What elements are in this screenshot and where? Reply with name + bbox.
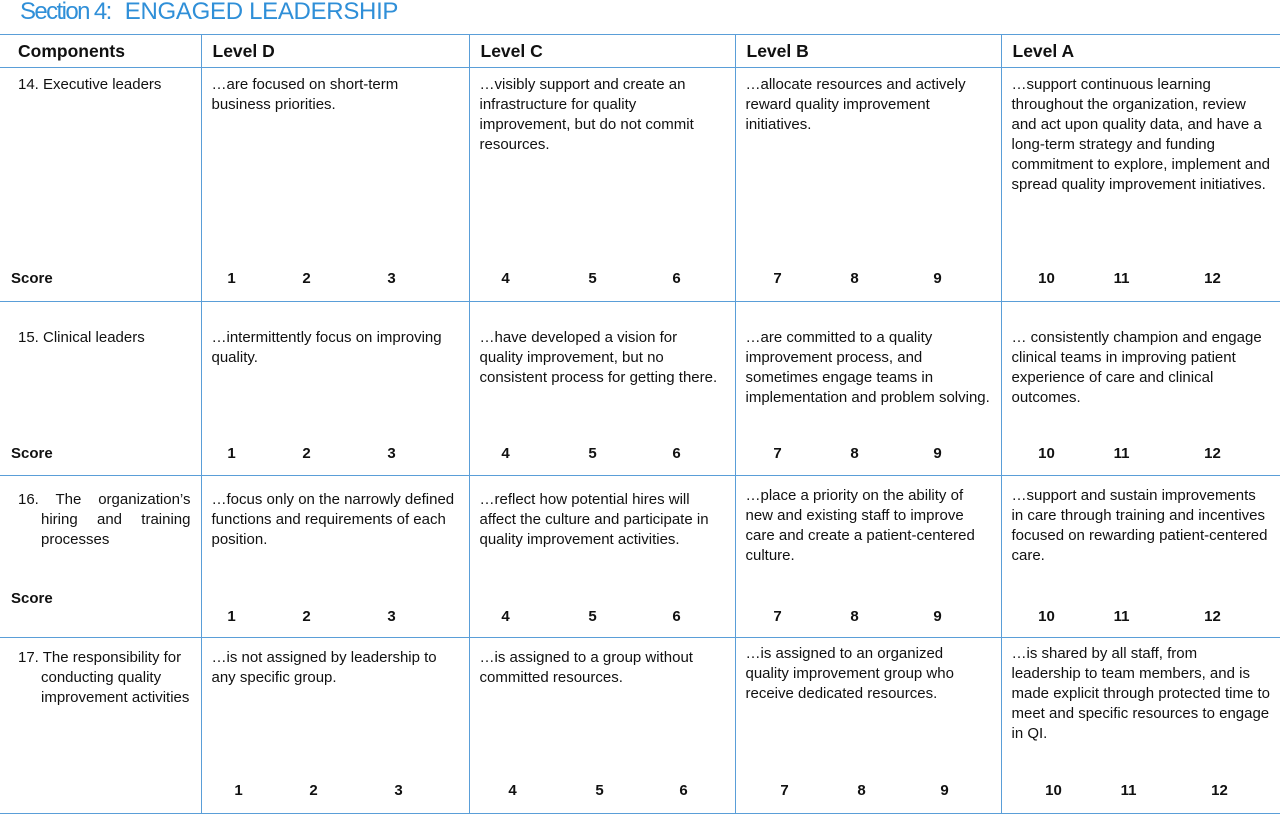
- component-cell: [0, 68, 201, 302]
- score-option[interactable]: 5: [595, 782, 603, 799]
- component-cell: [0, 638, 201, 814]
- level-description: …reflect how potential hires will affect the culture and participate in quality improvement activities.: [470, 476, 735, 550]
- score-option[interactable]: 4: [501, 608, 509, 625]
- score-label: Score: [11, 270, 53, 287]
- assessment-table: [0, 34, 1280, 814]
- level-description: …focus only on the narrowly defined functions and requirements of each position.: [202, 476, 469, 550]
- level-c-cell: [469, 302, 735, 476]
- table-row: [0, 638, 1280, 814]
- level-c-cell: [469, 476, 735, 638]
- score-option[interactable]: 12: [1204, 445, 1221, 462]
- score-option[interactable]: 11: [1114, 445, 1130, 462]
- score-option[interactable]: 1: [227, 270, 235, 287]
- component-label: 14. Executive leaders: [0, 68, 201, 95]
- level-description: …visibly support and create an infrastructure for quality improvement, but do not commit resources.: [470, 68, 735, 155]
- score-option[interactable]: 4: [508, 782, 516, 799]
- score-option[interactable]: 9: [933, 270, 941, 287]
- score-option[interactable]: 12: [1204, 270, 1221, 287]
- level-description: … consistently champion and engage clinical teams in improving patient experience of care and clinical outcomes.: [1002, 302, 1280, 408]
- score-option[interactable]: 5: [588, 270, 596, 287]
- component-label: 15. Clinical leaders: [0, 302, 201, 348]
- level-a-cell: [1001, 638, 1280, 814]
- level-description: …place a priority on the ability of new and existing staff to improve care and create a patient-centered culture.: [736, 476, 1001, 566]
- level-d-cell: [201, 302, 469, 476]
- score-option[interactable]: 5: [588, 608, 596, 625]
- score-option[interactable]: 6: [672, 608, 680, 625]
- header-level-d: Level D: [201, 35, 469, 68]
- score-label: Score: [11, 445, 53, 462]
- level-d-cell: [201, 476, 469, 638]
- score-option[interactable]: 9: [933, 608, 941, 625]
- level-description: …allocate resources and actively reward quality improvement initiatives.: [736, 68, 1001, 135]
- level-a-cell: [1001, 302, 1280, 476]
- score-option[interactable]: 12: [1204, 608, 1221, 625]
- level-description: …is not assigned by leadership to any specific group.: [202, 638, 469, 688]
- score-option[interactable]: 6: [672, 445, 680, 462]
- score-option[interactable]: 8: [850, 445, 858, 462]
- score-option[interactable]: 3: [387, 270, 395, 287]
- level-c-cell: [469, 68, 735, 302]
- level-description: …support and sustain improvements in care through training and incentives focused on rewarding patient-centered care.: [1002, 476, 1280, 566]
- section-name: ENGAGED LEADERSHIP: [125, 0, 398, 25]
- section-title: [20, 0, 398, 26]
- score-option[interactable]: 3: [394, 782, 402, 799]
- level-description: …support continuous learning throughout the organization, review and act upon quality data, and have a long-term strategy and funding commitment to explore, implement and spread quality improvement initiatives.: [1002, 68, 1280, 195]
- level-b-cell: [735, 68, 1001, 302]
- score-option[interactable]: 4: [501, 445, 509, 462]
- component-label: 17. The responsibility for conducting quality improvement activities: [18, 648, 191, 708]
- score-option[interactable]: 9: [940, 782, 948, 799]
- score-option[interactable]: 7: [773, 270, 781, 287]
- level-c-cell: [469, 638, 735, 814]
- score-option[interactable]: 9: [933, 445, 941, 462]
- score-option[interactable]: 6: [672, 270, 680, 287]
- score-option[interactable]: 8: [850, 270, 858, 287]
- score-option[interactable]: 3: [387, 608, 395, 625]
- table-row: [0, 476, 1280, 638]
- score-option[interactable]: 11: [1114, 270, 1130, 287]
- level-d-cell: [201, 68, 469, 302]
- level-description: …is shared by all staff, from leadership to team members, and is made explicit through protected time to meet and specific resources to engage in QI.: [1002, 638, 1280, 744]
- score-option[interactable]: 2: [309, 782, 317, 799]
- score-option[interactable]: 5: [588, 445, 596, 462]
- level-a-cell: [1001, 68, 1280, 302]
- score-option[interactable]: 2: [302, 608, 310, 625]
- score-option[interactable]: 3: [387, 445, 395, 462]
- header-level-a: Level A: [1001, 35, 1280, 68]
- score-option[interactable]: 1: [227, 608, 235, 625]
- component-cell: [0, 302, 201, 476]
- score-option[interactable]: 7: [773, 445, 781, 462]
- level-description: …is assigned to an organized quality improvement group who receive dedicated resources.: [736, 638, 1001, 704]
- score-option[interactable]: 11: [1114, 608, 1130, 625]
- header-row: [0, 35, 1280, 68]
- header-components: Components: [0, 35, 201, 68]
- table-row: [0, 68, 1280, 302]
- score-option[interactable]: 10: [1038, 445, 1055, 462]
- section-colon: :: [106, 0, 112, 25]
- score-option[interactable]: 8: [857, 782, 865, 799]
- level-b-cell: [735, 476, 1001, 638]
- component-label: 16. The organization’s hiring and training processes: [18, 490, 191, 550]
- table-row: [0, 302, 1280, 476]
- level-description: …are committed to a quality improvement process, and sometimes engage teams in implementation and problem solving.: [736, 302, 1001, 408]
- score-option[interactable]: 2: [302, 445, 310, 462]
- score-option[interactable]: 7: [773, 608, 781, 625]
- level-a-cell: [1001, 476, 1280, 638]
- score-option[interactable]: 10: [1038, 608, 1055, 625]
- component-cell: [0, 476, 201, 638]
- score-label: Score: [11, 590, 53, 607]
- level-description: …intermittently focus on improving quality.: [202, 302, 469, 368]
- score-option[interactable]: 6: [679, 782, 687, 799]
- level-description: …have developed a vision for quality improvement, but no consistent process for getting there.: [470, 302, 735, 388]
- score-option[interactable]: 12: [1211, 782, 1228, 799]
- level-b-cell: [735, 302, 1001, 476]
- score-option[interactable]: 8: [850, 608, 858, 625]
- section-number: Section 4: [20, 0, 106, 25]
- score-option[interactable]: 1: [234, 782, 242, 799]
- score-option[interactable]: 11: [1121, 782, 1137, 799]
- header-level-b: Level B: [735, 35, 1001, 68]
- level-description: …are focused on short-term business priorities.: [202, 68, 469, 115]
- score-option[interactable]: 1: [227, 445, 235, 462]
- score-option[interactable]: 2: [302, 270, 310, 287]
- level-d-cell: [201, 638, 469, 814]
- level-description: …is assigned to a group without committed resources.: [470, 638, 735, 688]
- score-option[interactable]: 7: [780, 782, 788, 799]
- header-level-c: Level C: [469, 35, 735, 68]
- score-option[interactable]: 4: [501, 270, 509, 287]
- score-option[interactable]: 10: [1045, 782, 1062, 799]
- level-b-cell: [735, 638, 1001, 814]
- score-option[interactable]: 10: [1038, 270, 1055, 287]
